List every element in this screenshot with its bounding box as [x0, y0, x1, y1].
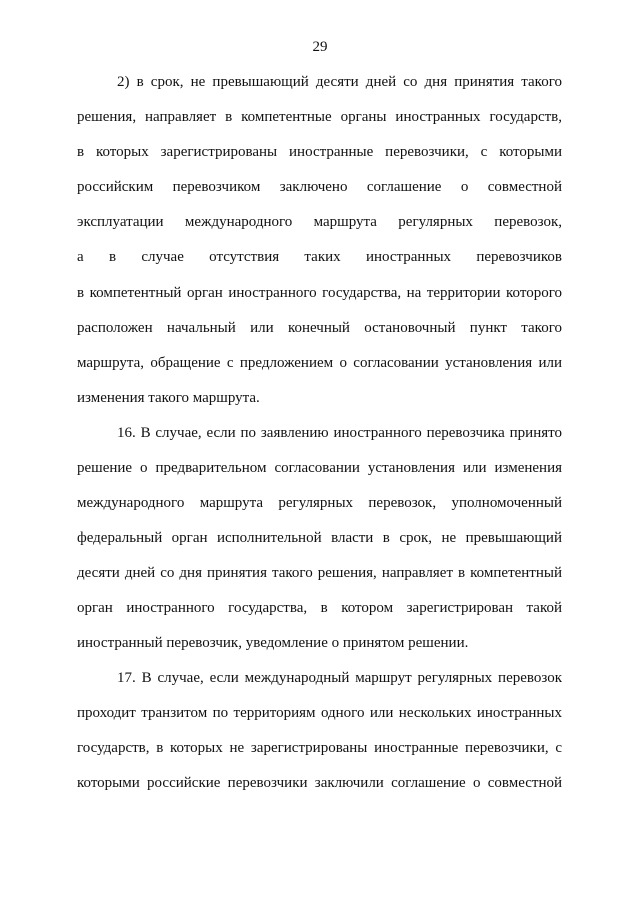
text-line: эксплуатации международного маршрута регулярных перевозок,: [77, 214, 562, 230]
text-line: в компетентный орган иностранного государства, на территории которого: [77, 285, 562, 301]
text-line: которыми российские перевозчики заключили соглашение о совместной: [77, 775, 562, 791]
text-line: иностранный перевозчик, уведомление о принятом решении.: [77, 635, 469, 651]
text-line: решения, направляет в компетентные органы иностранных государств,: [77, 109, 562, 125]
text-line: российским перевозчиком заключено соглашение о совместной: [77, 179, 562, 195]
text-line: изменения такого маршрута.: [77, 390, 260, 406]
text-line: 17. В случае, если международный маршрут регулярных перевозок: [117, 670, 562, 686]
text-line: государств, в которых не зарегистрированы иностранные перевозчики, с: [77, 740, 562, 756]
text-line: а в случае отсутствия таких иностранных перевозчиков: [77, 249, 562, 265]
text-line: расположен начальный или конечный остановочный пункт такого: [77, 320, 562, 336]
text-line: орган иностранного государства, в котором зарегистрирован такой: [77, 600, 562, 616]
text-line: международного маршрута регулярных перевозок, уполномоченный: [77, 495, 562, 511]
text-line: десяти дней со дня принятия такого решения, направляет в компетентный: [77, 565, 562, 581]
text-line: решение о предварительном согласовании установления или изменения: [77, 460, 562, 476]
page-number: 29: [312, 39, 328, 55]
text-line: 2) в срок, не превышающий десяти дней со дня принятия такого: [117, 74, 562, 90]
text-line: проходит транзитом по территориям одного или нескольких иностранных: [77, 705, 562, 721]
text-line: федеральный орган исполнительной власти в срок, не превышающий: [77, 530, 562, 546]
text-line: 16. В случае, если по заявлению иностранного перевозчика принято: [117, 425, 562, 441]
text-line: в которых зарегистрированы иностранные перевозчики, с которыми: [77, 144, 562, 160]
text-line: маршрута, обращение с предложением о согласовании установления или: [77, 355, 562, 371]
